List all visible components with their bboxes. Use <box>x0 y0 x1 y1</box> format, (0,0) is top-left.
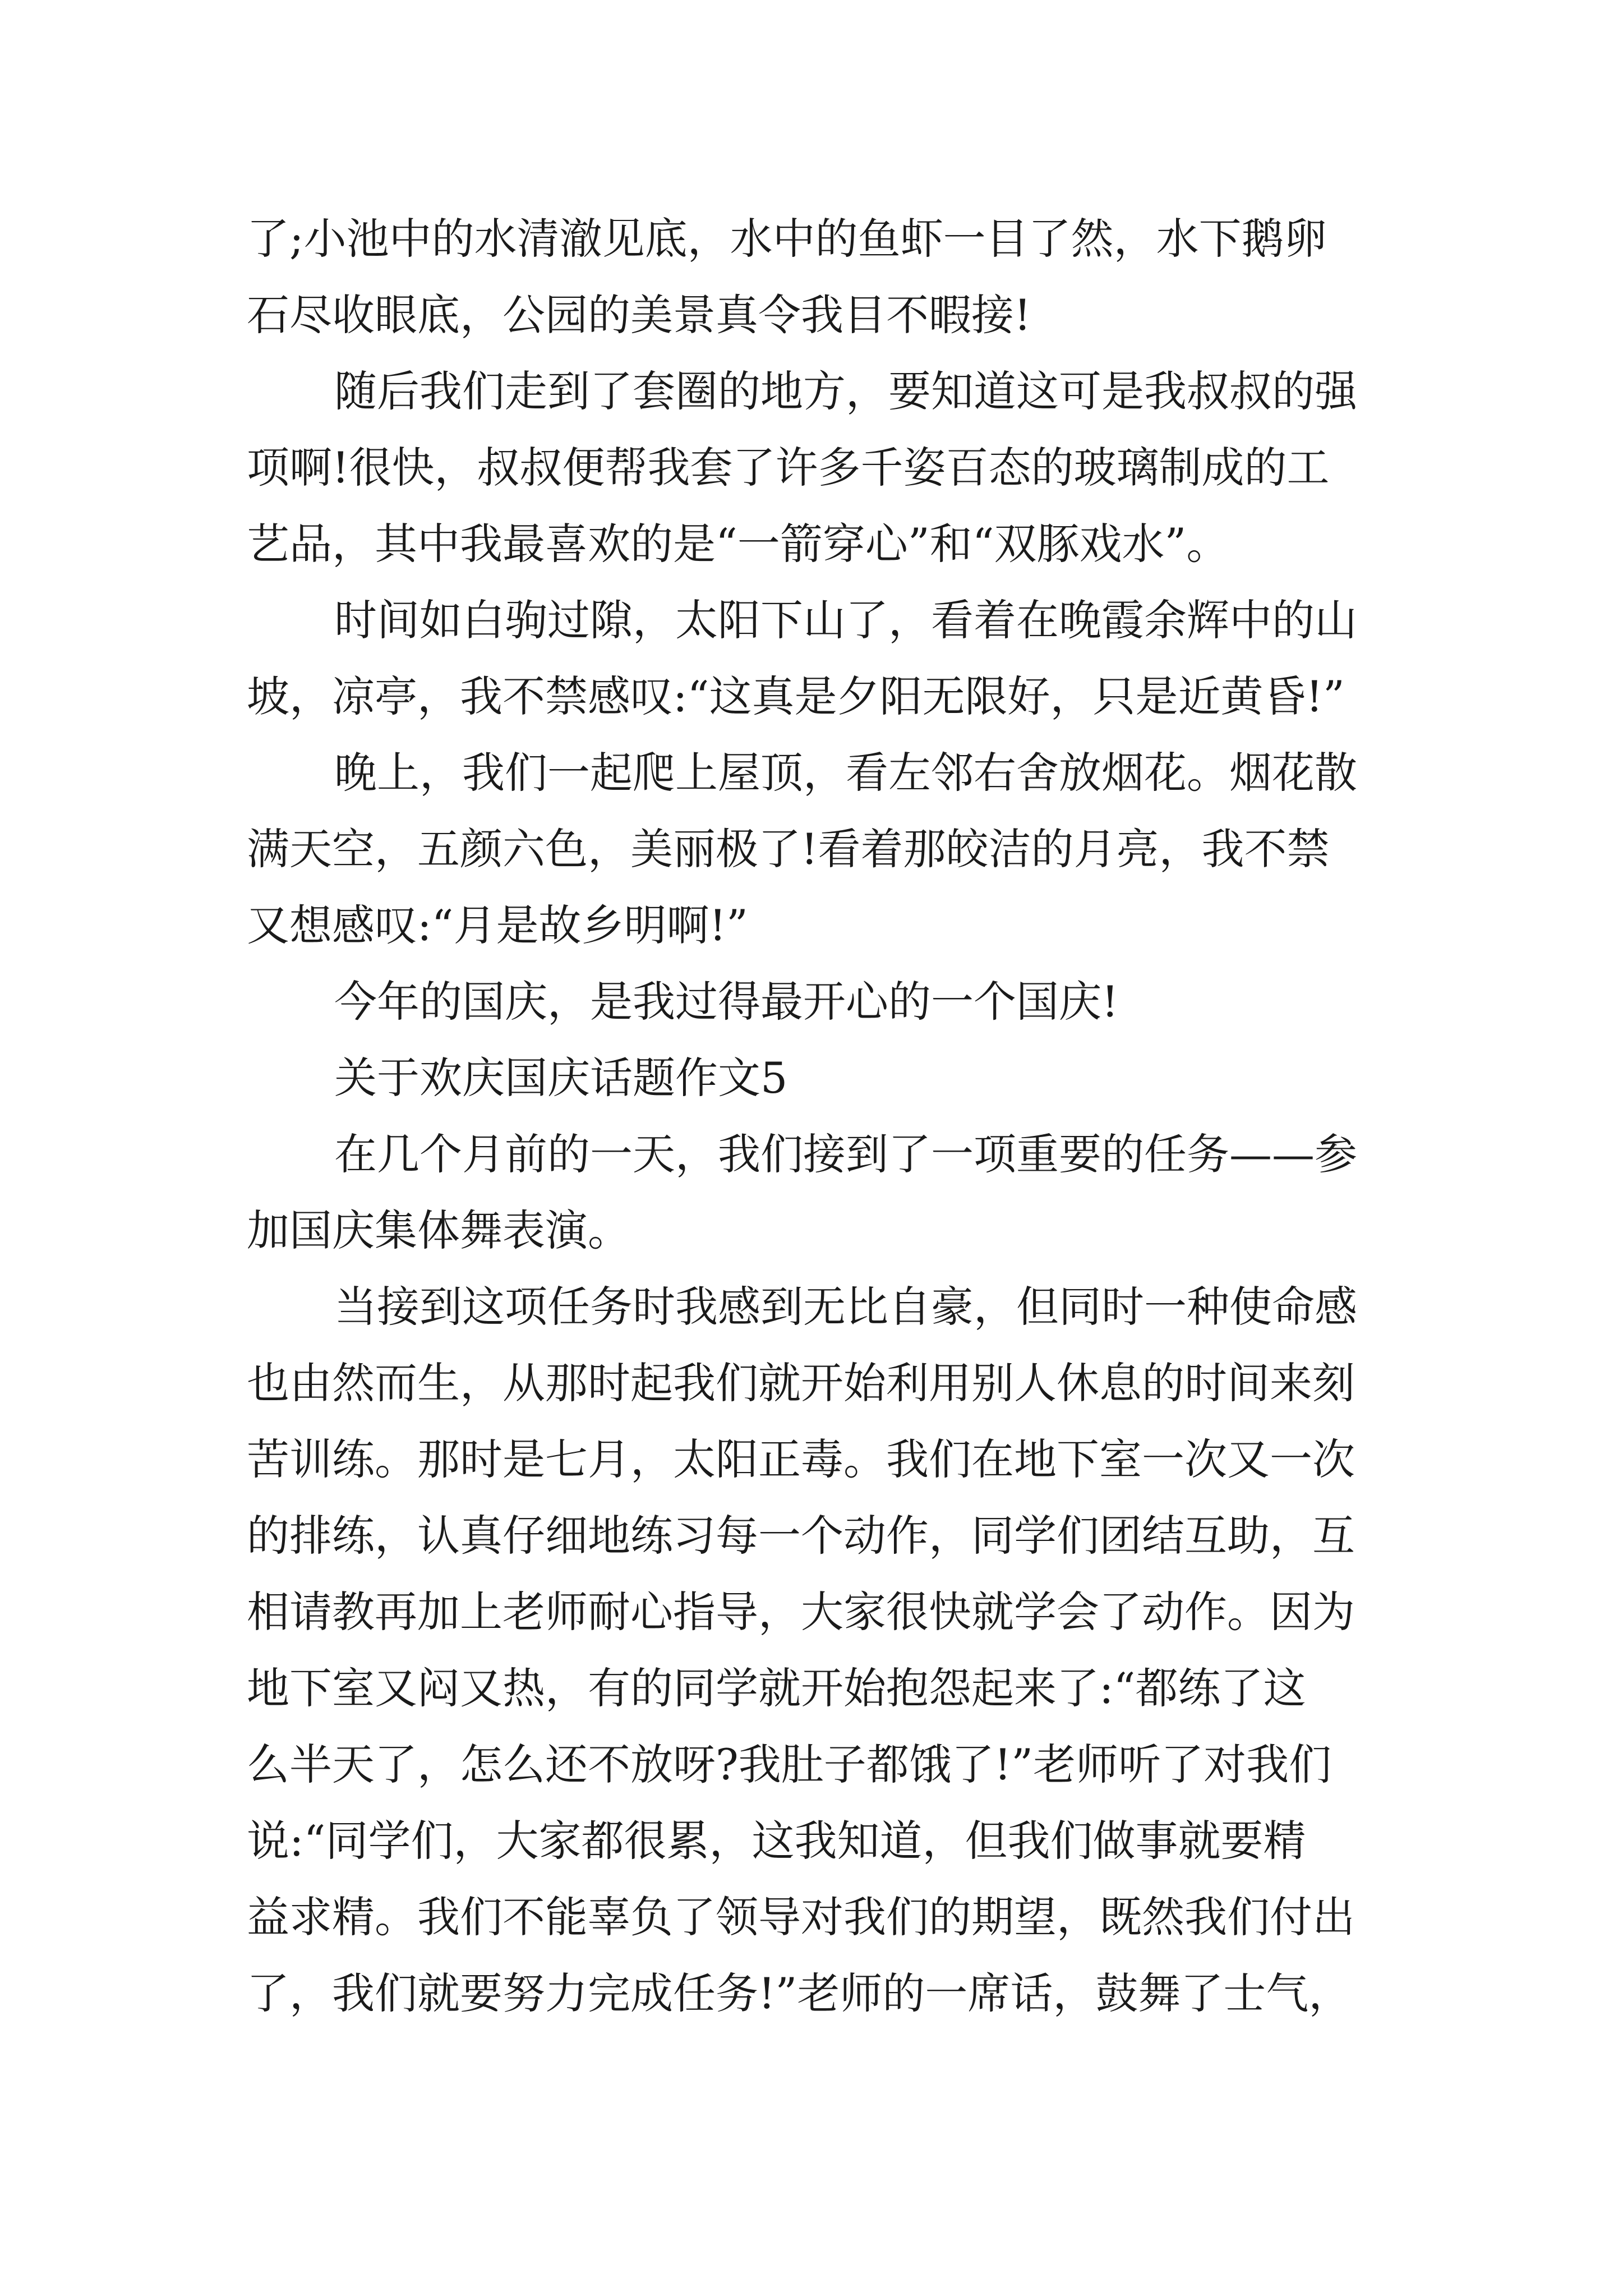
text-line: 坡，凉亭，我不禁感叹:“这真是夕阳无限好，只是近黄昏!” <box>247 671 1345 721</box>
text-line: 又想感叹:“月是故乡明啊!” <box>247 900 748 950</box>
paragraph-start-line: 晚上，我们一起爬上屋顶，看左邻右舍放烟花。烟花散 <box>334 748 1357 798</box>
text-line: 苦训练。那时是七月，太阳正毒。我们在地下室一次又一次 <box>247 1434 1355 1484</box>
paragraph-start-line: 时间如白驹过隙，太阳下山了，看着在晚霞余辉中的山 <box>334 595 1357 645</box>
text-line: 相请教再加上老师耐心指导，大家很快就学会了动作。因为 <box>247 1587 1355 1637</box>
text-line: 益求精。我们不能辜负了领导对我们的期望，既然我们付出 <box>247 1892 1355 1942</box>
paragraph-start-line: 当接到这项任务时我感到无比自豪，但同时一种使命感 <box>334 1282 1357 1332</box>
section-heading: 关于欢庆国庆话题作文5 <box>334 1053 788 1103</box>
text-line: 了，我们就要努力完成任务!”老师的一席话，鼓舞了士气， <box>247 1968 1352 2018</box>
text-line: 加国庆集体舞表演。 <box>247 1205 630 1255</box>
paragraph-start-line: 今年的国庆，是我过得最开心的一个国庆! <box>334 977 1119 1027</box>
text-line: 了;小池中的水清澈见底，水中的鱼虾一目了然，水下鹅卵 <box>247 214 1327 264</box>
text-line: 么半天了，怎么还不放呀?我肚子都饿了!”老师听了对我们 <box>247 1740 1332 1789</box>
paragraph-start-line: 在几个月前的一天，我们接到了一项重要的任务——参 <box>334 1129 1357 1179</box>
text-line: 石尽收眼底，公园的美景真令我目不暇接! <box>247 290 1031 340</box>
document-body <box>247 201 1413 2032</box>
text-line: 也由然而生，从那时起我们就开始利用别人休息的时间来刻 <box>247 1358 1355 1408</box>
paragraph-start-line: 随后我们走到了套圈的地方，要知道这可是我叔叔的强 <box>334 366 1357 416</box>
text-line: 满天空，五颜六色，美丽极了!看着那皎洁的月亮，我不禁 <box>247 824 1330 874</box>
text-line: 艺品，其中我最喜欢的是“一箭穿心”和“双豚戏水”。 <box>247 519 1229 569</box>
text-line: 说:“同学们，大家都很累，这我知道，但我们做事就要精 <box>247 1816 1306 1866</box>
text-line: 项啊!很快，叔叔便帮我套了许多千姿百态的玻璃制成的工 <box>247 443 1330 493</box>
text-line: 的排练，认真仔细地练习每一个动作，同学们团结互助，互 <box>247 1511 1355 1561</box>
text-line: 地下室又闷又热，有的同学就开始抱怨起来了:“都练了这 <box>247 1663 1306 1713</box>
